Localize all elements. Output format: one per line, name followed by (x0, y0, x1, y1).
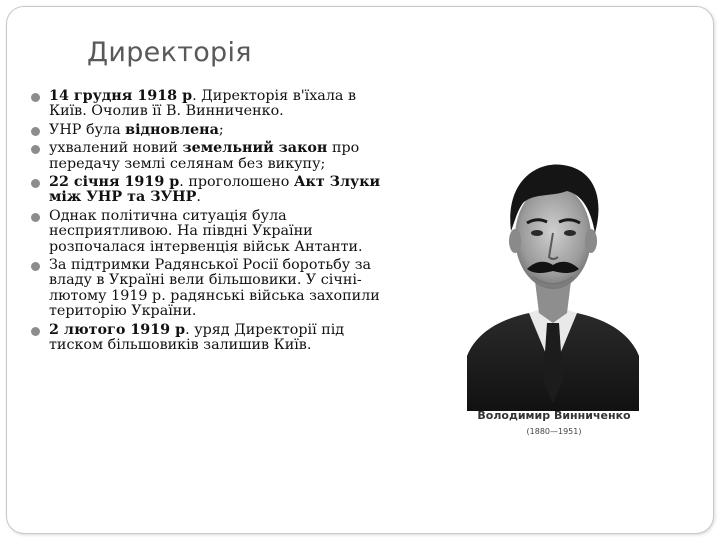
bullet-bold-text: 14 грудня 1918 р (49, 88, 193, 104)
bullet-item (29, 258, 381, 320)
bullet-text: ; (218, 121, 224, 138)
bullet-text: За підтримки Радянської Росії боротьбу за владу в Україні вели більшовики. У січні-лютому 1919 р. радянські війська захопили територію України. (49, 257, 380, 320)
bullet-text: . проголошено (179, 174, 294, 191)
bullet-icon (31, 145, 40, 154)
bullet-item (29, 175, 381, 206)
bullet-icon (31, 213, 40, 222)
slide-title: Директорія (87, 37, 252, 68)
bullet-text: УНР була (49, 121, 126, 138)
bullet-text: Однак політична ситуація була несприятливою. На півдні України розпочалася інтервенція військ Антанти. (49, 207, 363, 255)
bullet-bold-text: земельний закон (182, 140, 328, 157)
bullet-bold-text: відновлена (125, 121, 219, 138)
bullet-item (29, 89, 381, 120)
bullet-item (29, 123, 381, 138)
bullet-icon (31, 262, 40, 271)
bullet-bold-text: 2 лютого 1919 р (49, 321, 186, 338)
bullet-list (29, 89, 381, 357)
bullet-bold-text: Акт Злуки між УНР та ЗУНР (49, 174, 381, 206)
bullet-icon (31, 327, 40, 336)
portrait-caption-years: (1880—1951) (526, 427, 582, 436)
bullet-text: про передачу землі селянам без викупу; (49, 140, 360, 172)
bullet-item (29, 209, 381, 255)
bullet-item (29, 141, 381, 172)
bullet-text: . Директорія в'їхала в Київ. Очолив її В. Винниченко. (49, 88, 357, 120)
bullet-item (29, 323, 381, 354)
bullet-text: . уряд Директорії під тиском більшовиків залишив Київ. (49, 321, 345, 354)
bullet-icon (31, 93, 40, 102)
portrait-drawing (467, 141, 639, 411)
bullet-icon (31, 127, 40, 136)
bullet-text: . (196, 189, 201, 206)
bullet-icon (31, 179, 40, 188)
portrait-image (467, 141, 639, 431)
bullet-text: ухвалений новий (49, 140, 183, 157)
bullet-bold-text: 22 січня 1919 р (49, 174, 180, 191)
slide-frame (6, 6, 714, 534)
portrait-caption-name: Володимир Винниченко (477, 409, 631, 422)
